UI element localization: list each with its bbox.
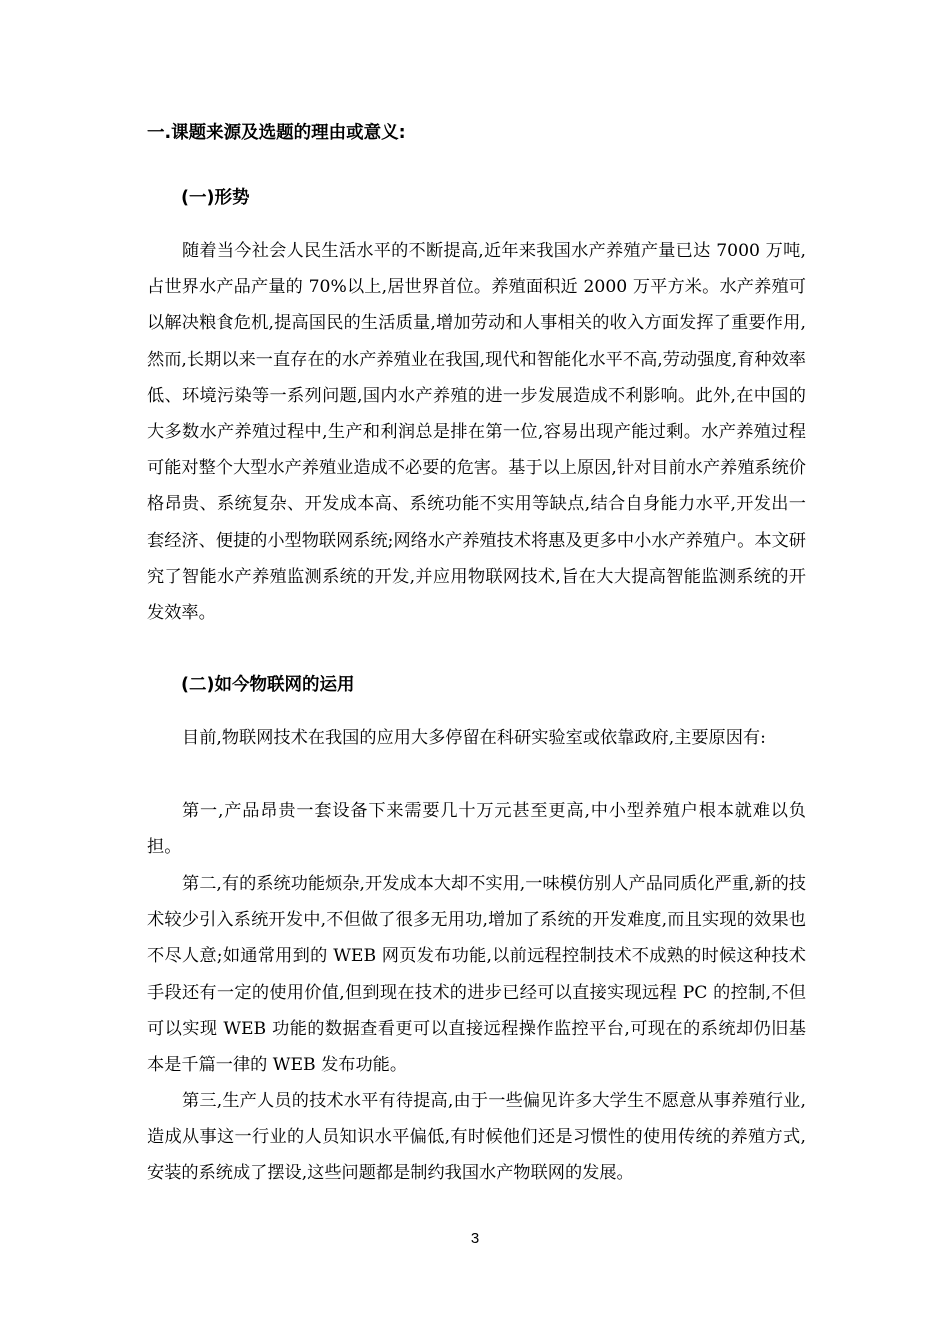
situation-paragraph: 随着当今社会人民生活水平的不断提高,近年来我国水产养殖产量已达 7000 万吨,占世界水产品产量的 70%以上,居世界首位。养殖面积近 2000 万平方米。水产养殖可以解决粮食危机,提高国民的生活质量,增加劳动和人事相关的收入方面发挥了重要作用,然而,长期以来一直存在的水产养殖业在我国,现代和智能化水平不高,劳动强度,育种效率低、环境污染等一系列问题,国内水产养殖的进一步发展造成不利影响。此外,在中国的大多数水产养殖过程中,生产和利润总是排在第一位,容易出现产能过剩。水产养殖过程可能对整个大型水产养殖业造成不必要的危害。基于以上原因,针对目前水产养殖系统价格昂贵、系统复杂、开发成本高、系统功能不实用等缺点,结合自身能力水平,开发出一套经济、便捷的小型物联网系统;网络水产养殖技术将惠及更多中小水产养殖户。本文研究了智能水产养殖监测系统的开发,并应用物联网技术,旨在大大提高智能监测系统的开发效率。 bbox=[147, 241, 806, 624]
point-two-paragraph: 第二,有的系统功能烦杂,开发成本大却不实用,一味模仿别人产品同质化严重,新的技术较少引入系统开发中,不但做了很多无用功,增加了系统的开发难度,而且实现的效果也不尽人意;如通常用到的 WEB 网页发布功能,以前远程控制技术不成熟的时候这种技术手段还有一定的使用价值,但到现在技术的进步已经可以直接实现远程 PC 的控制,不但可以实现 WEB 功能的数据查看更可以直接远程操作监控平台,可现在的系统却仍旧基本是千篇一律的 WEB 发布功能。 bbox=[147, 874, 806, 1076]
page-number: 3 bbox=[470, 1230, 480, 1247]
subsection-title-situation: (一)形势 bbox=[181, 188, 250, 208]
section-title: 一.课题来源及选题的理由或意义: bbox=[147, 123, 406, 143]
point-three-paragraph: 第三,生产人员的技术水平有待提高,由于一些偏见许多大学生不愿意从事养殖行业,造成从事这一行业的人员知识水平偏低,有时候他们还是习惯性的使用传统的养殖方式,安装的系统成了摆设,这些问题都是制约我国水产物联网的发展。 bbox=[147, 1091, 806, 1184]
subsection-title-iot-application: (二)如今物联网的运用 bbox=[181, 675, 355, 695]
point-one-paragraph: 第一,产品昂贵一套设备下来需要几十万元甚至更高,中小型养殖户根本就难以负担。 bbox=[147, 801, 806, 858]
iot-intro-paragraph: 目前,物联网技术在我国的应用大多停留在科研实验室或依靠政府,主要原因有: bbox=[182, 728, 766, 748]
